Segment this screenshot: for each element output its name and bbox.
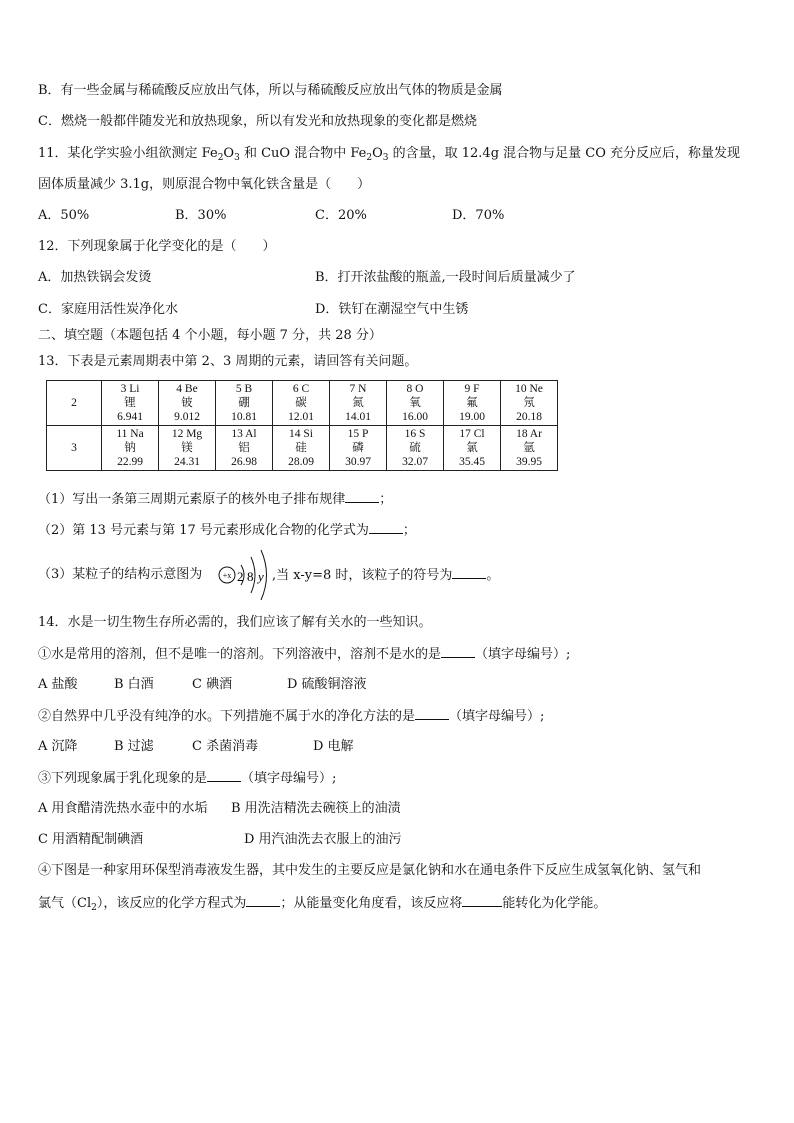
q11-part: O [223,146,235,161]
question-12: 12．下列现象属于化学变化的是（ ） [38,239,276,254]
element-mass: 28.09 [288,456,314,468]
element-mass: 6.941 [117,411,143,423]
element-number-symbol: 16 S [404,428,426,440]
q12-option-a: A．加热铁锅会发烫 [38,270,152,285]
element-cell [159,381,216,426]
element-mass: 10.81 [231,411,257,423]
q14-4-text: ；从能量变化角度看，该反应将 [280,896,463,911]
element-number-symbol: 11 Na [116,428,144,440]
q13-2-text: （2）第 13 号元素与第 17 号元素形成化合物的化学式为 [38,523,369,538]
q12-option-c: C．家庭用活性炭净化水 [38,302,178,317]
q14-2-option-a: A 沉降 [38,739,78,754]
element-number-symbol: 18 Ar [516,428,542,440]
question-13: 13．下表是元素周期表中第 2、3 周期的元素，请回答有关问题。 [38,354,418,369]
answer-blank[interactable] [452,566,486,579]
element-cell [159,426,216,471]
q14-2-option-b: B 过滤 [114,739,154,754]
element-cell [387,381,444,426]
q14-3-option-a: A 用食醋清洗热水壶中的水垢 [38,801,208,816]
element-cell [216,426,273,471]
option-b-text: B．有一些金属与稀硫酸反应放出气体，所以与稀硫酸反应放出气体的物质是金属 [38,83,503,98]
subscript: 3 [382,153,389,163]
element-name: 氟 [466,397,478,409]
question-11-line2: 固体质量减少 3.1g，则原混合物中氧化铁含量是（ ） [38,177,371,192]
element-name: 氩 [523,442,535,454]
element-number-symbol: 13 Al [231,428,257,440]
element-mass: 19.00 [459,411,485,423]
element-number-symbol: 12 Mg [171,428,203,440]
q14-3-text: ③下列现象属于乳化现象的是 [38,771,208,786]
element-name: 氮 [352,397,364,409]
q14-4-text: 氯气（Cl [38,896,92,911]
question-13-2 [38,521,416,540]
element-cell [330,381,387,426]
section-heading: 二、填空题（本题包括 4 个小题，每小题 7 分，共 28 分） [38,328,382,343]
element-number-symbol: 7 N [349,383,367,395]
subscript: 2 [91,903,97,913]
question-14: 14．水是一切生物生存所必需的，我们应该了解有关水的一些知识。 [38,615,432,630]
element-cell [330,426,387,471]
element-cell [273,381,330,426]
q14-3-option-d: D 用汽油洗去衣服上的油污 [244,832,402,847]
subscript: 3 [234,153,240,163]
q11-part: 11．某化学实验小组欲测定 Fe [38,146,218,161]
q11-option-a: A．50% [38,208,90,223]
q12-option-b: B．打开浓盐酸的瓶盖,一段时间后质量减少了 [315,270,576,285]
q13-1-end: ； [379,492,393,507]
question-11 [38,145,740,163]
element-name: 铝 [238,442,250,454]
q11-option-d: D．70% [452,208,505,223]
question-14-4-line2 [38,894,606,913]
q14-2-option-d: D 电解 [313,739,354,754]
shell-electrons: 2 [237,569,244,584]
q14-1-option-d: D 硫酸铜溶液 [287,677,367,692]
q14-4-text: 能转化为化学能。 [502,896,607,911]
element-mass: 9.012 [174,411,200,423]
q13-2-end: ； [402,523,416,538]
element-number-symbol: 8 O [406,383,424,395]
table-row [47,426,558,471]
element-name: 氯 [466,442,478,454]
element-cell [501,381,558,426]
element-number-symbol: 15 P [347,428,369,440]
element-mass: 35.45 [459,456,485,468]
q14-3-end: （填字母编号）; [241,771,337,786]
element-number-symbol: 9 F [464,383,480,395]
periodic-table [46,380,558,471]
element-number-symbol: 5 B [235,383,253,395]
element-number-symbol: 14 Si [289,428,313,440]
element-mass: 12.01 [288,411,314,423]
q14-1-end: （填字母编号）; [475,647,571,662]
option-c-text: C．燃烧一般都伴随发光和放热现象，所以有发光和放热现象的变化都是燃烧 [38,114,477,129]
element-mass: 20.18 [516,411,542,423]
q14-2-option-c: C 杀菌消毒 [192,739,259,754]
element-mass: 26.98 [231,456,257,468]
q13-3-text: ,当 x-y=8 时，该粒子的符号为 [272,568,453,583]
element-mass: 16.00 [402,411,428,423]
element-cell [216,381,273,426]
question-13-1 [38,490,392,509]
element-number-symbol: 10 Ne [515,383,543,395]
element-cell [444,381,501,426]
q14-3-option-b: B 用洗洁精洗去碗筷上的油渍 [231,801,401,816]
q14-2-end: （填字母编号）; [449,709,545,724]
q12-option-d: D．铁钉在潮湿空气中生锈 [315,302,469,317]
shell-electrons: y [258,569,264,584]
q11-part: O [372,146,383,161]
element-cell [387,426,444,471]
table-row [47,381,558,426]
element-name: 氧 [409,397,421,409]
element-name: 硼 [238,397,250,409]
element-number-symbol: 17 Cl [459,428,485,440]
q14-2-text: ②自然界中几乎没有纯净的水。下列措施不属于水的净化方法的是 [38,709,416,724]
question-13-3-end [272,566,499,585]
period-cell: 3 [47,426,102,471]
question-14-3 [38,769,336,788]
element-name: 氖 [523,397,535,409]
element-name: 钠 [124,442,136,454]
subscript: 2 [366,153,373,163]
q11-part: 和 CuO 混合物中 Fe [239,146,367,161]
element-name: 锂 [124,397,136,409]
answer-blank[interactable] [441,645,475,658]
element-name: 镁 [181,442,193,454]
answer-blank[interactable] [207,769,241,782]
element-number-symbol: 4 Be [176,383,198,395]
element-name: 硅 [295,442,307,454]
element-mass: 39.95 [516,456,542,468]
q13-3-tail: 。 [486,568,500,583]
answer-blank[interactable] [369,521,403,534]
element-mass: 24.31 [174,456,200,468]
element-name: 硫 [409,442,421,454]
atomic-structure-diagram [218,544,274,606]
question-14-1 [38,645,570,664]
q14-4-text: ），该反应的化学方程式为 [96,896,247,911]
answer-blank[interactable] [246,894,280,907]
nucleus-charge: +x [222,571,232,580]
q14-3-option-c: C 用酒精配制碘酒 [38,832,144,847]
period-cell: 2 [47,381,102,426]
q11-part: 的含量，取 12.4g 混合物与足量 CO 充分反应后，称量发现 [388,146,741,161]
element-cell [102,426,159,471]
answer-blank[interactable] [345,490,379,503]
element-name: 碳 [295,397,307,409]
q11-option-c: C．20% [315,208,367,223]
q14-1-text: ①水是常用的溶剂，但不是唯一的溶剂。下列溶液中，溶剂不是水的是 [38,647,442,662]
question-13-3-start: （3）某粒子的结构示意图为 [38,567,203,582]
element-cell [444,426,501,471]
shell-electrons: 8 [247,569,254,584]
q14-1-option-c: C 碘酒 [192,677,233,692]
element-mass: 14.01 [345,411,371,423]
subscript: 2 [217,153,224,163]
element-mass: 32.07 [402,456,428,468]
q14-1-option-a: A 盐酸 [38,677,78,692]
element-name: 磷 [352,442,364,454]
question-14-4-line1: ④下图是一种家用环保型消毒液发生器，其中发生的主要反应是氯化钠和水在通电条件下反应生成氢氧化钠、氢气和 [38,863,702,878]
answer-blank[interactable] [415,707,449,720]
question-14-2 [38,707,544,726]
element-number-symbol: 3 Li [120,383,140,395]
element-cell [501,426,558,471]
element-mass: 30.97 [345,456,371,468]
q14-1-option-b: B 白酒 [114,677,154,692]
element-cell [102,381,159,426]
element-name: 铍 [181,397,193,409]
element-mass: 22.99 [117,456,143,468]
answer-blank[interactable] [462,894,502,907]
element-cell [273,426,330,471]
q13-1-text: （1）写出一条第三周期元素原子的核外电子排布规律 [38,492,346,507]
q11-option-b: B．30% [175,208,227,223]
element-number-symbol: 6 C [292,383,310,395]
